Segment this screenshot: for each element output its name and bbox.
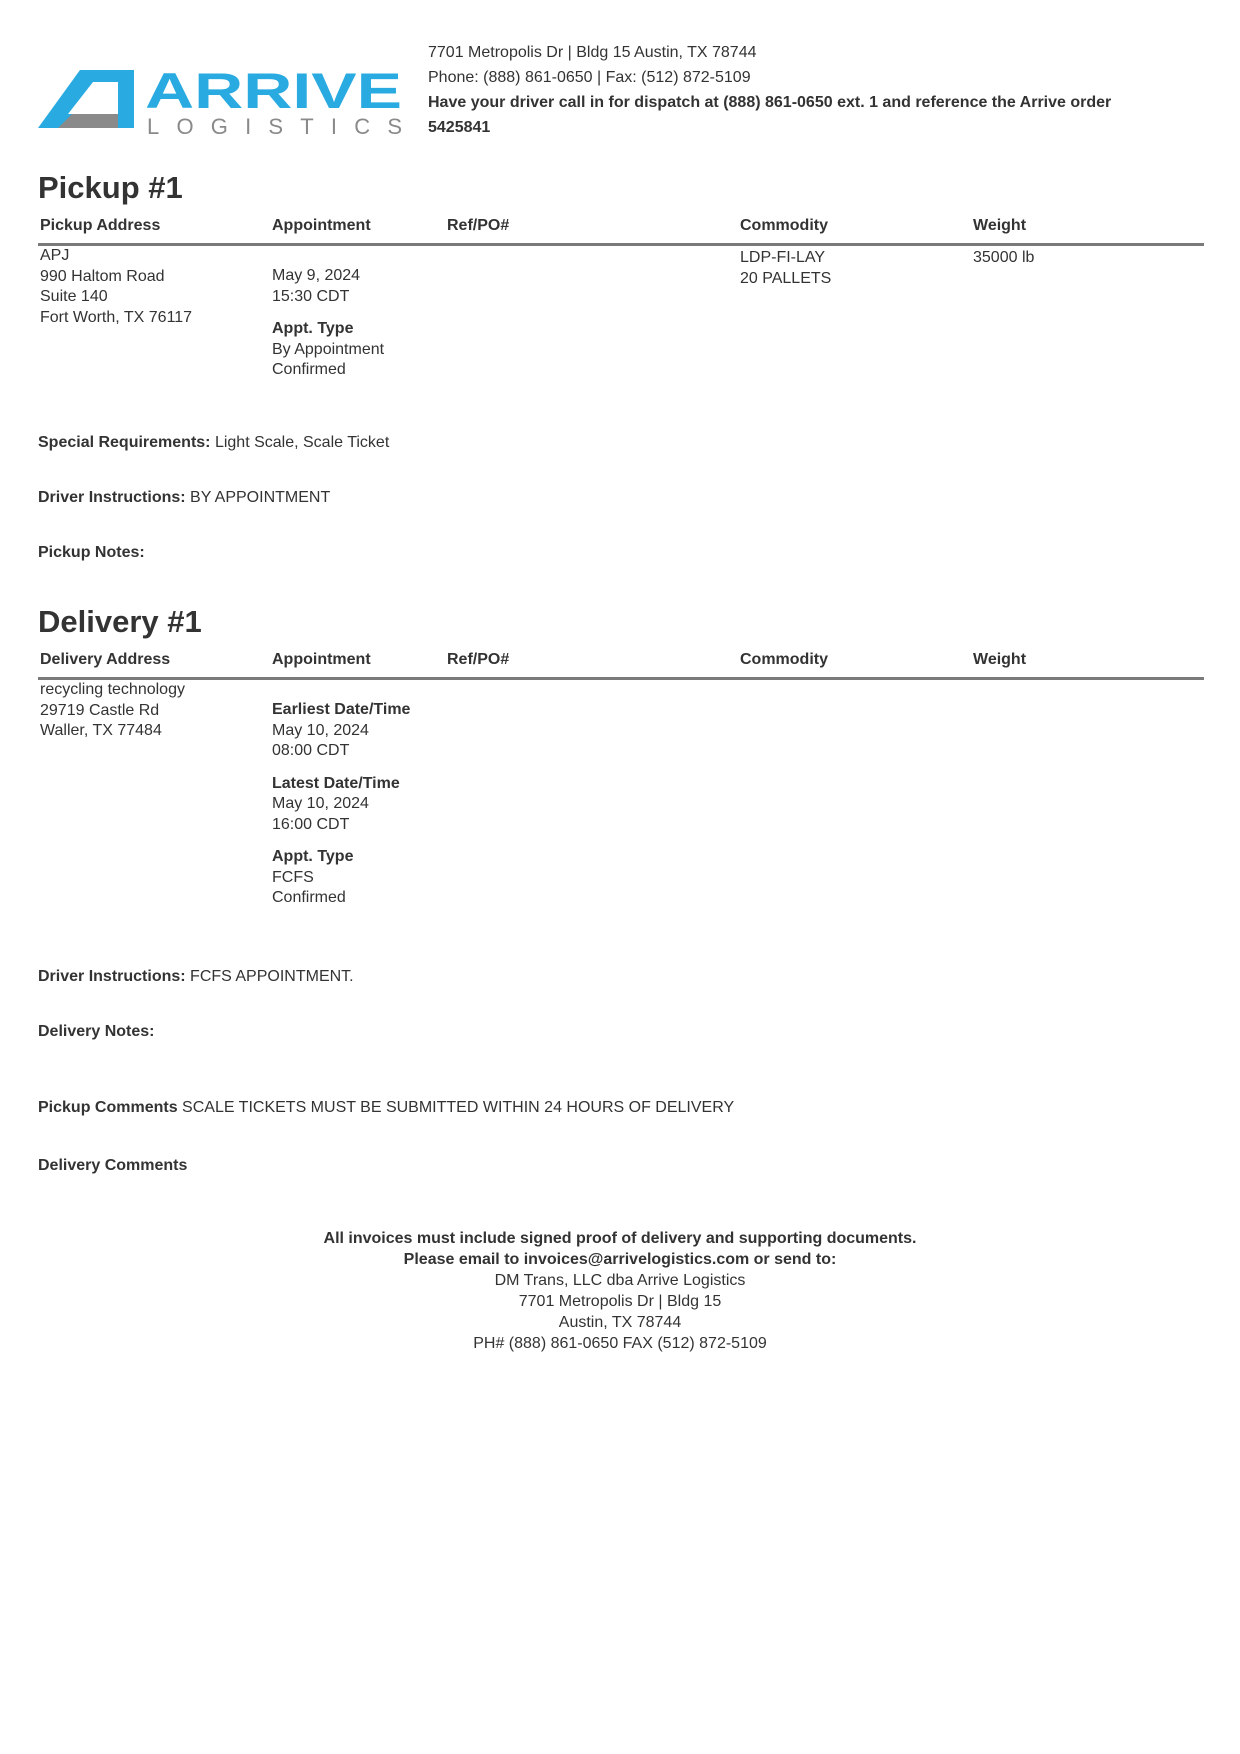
pickup-date: May 9, 2024: [272, 267, 361, 284]
earliest-time: 08:00 CDT: [272, 742, 350, 759]
pickup-weight-header: Weight: [973, 217, 1027, 234]
delivery-comments: [38, 1157, 187, 1175]
pickup-commodity-code: LDP-FI-LAY: [740, 249, 826, 266]
pickup-suite: Suite 140: [40, 288, 108, 305]
pickup-street: 990 Haltom Road: [40, 267, 165, 285]
company-phone: Phone: (888) 861-0650 | Fax: (512) 872-5109: [428, 69, 751, 86]
footer-street: 7701 Metropolis Dr | Bldg 15: [518, 1293, 722, 1310]
company-address: 7701 Metropolis Dr | Bldg 15 Austin, TX 78744: [428, 44, 757, 61]
delivery-comments-label: Delivery Comments: [38, 1157, 188, 1174]
footer-invoice-requirement: All invoices must include signed proof of delivery and supporting documents.: [323, 1230, 917, 1247]
delivery-title: Delivery #1: [38, 604, 202, 639]
pickup-city: Fort Worth, TX 76117: [40, 308, 193, 326]
delivery-notes: [38, 1023, 155, 1041]
pickup-comments-value: SCALE TICKETS MUST BE SUBMITTED WITHIN 24 HOURS OF DELIVERY: [182, 1099, 735, 1116]
pickup-appointment: [272, 266, 384, 381]
footer-email-line: Please email to invoices@arrivelogistics.com or send to:: [403, 1251, 837, 1268]
pickup-appt-status: Confirmed: [272, 361, 346, 378]
delivery-commodity-header: Commodity: [740, 651, 828, 668]
footer-phone-fax: PH# (888) 861-0650 FAX (512) 872-5109: [473, 1335, 767, 1352]
earliest-date: May 10, 2024: [272, 721, 369, 739]
delivery-driver-instructions: [38, 968, 354, 986]
pickup-commodity-header: Commodity: [740, 217, 828, 234]
delivery-appointment-header: Appointment: [272, 651, 371, 668]
pickup-table-header: [38, 217, 1204, 246]
pickup-weight-value: 35000 lb: [973, 249, 1035, 266]
pickup-special-requirements: [38, 434, 389, 452]
delivery-address-header: Delivery Address: [40, 651, 171, 668]
special-requirements-value: Light Scale, Scale Ticket: [214, 434, 390, 451]
pickup-address-header: Pickup Address: [40, 217, 161, 234]
pickup-driver-instructions-label: Driver Instructions:: [38, 489, 186, 506]
delivery-appt-type-label: Appt. Type: [272, 848, 354, 865]
pickup-title: Pickup #1: [38, 170, 183, 205]
dispatch-instructions: Have your driver call in for dispatch at (888) 861-0650 ext. 1 and reference the Arrive order: [428, 94, 1112, 111]
pickup-notes: [38, 544, 145, 562]
pickup-comments: [38, 1099, 734, 1117]
pickup-commodity: [740, 248, 831, 289]
delivery-appt-type: FCFS: [272, 868, 314, 886]
latest-time: 16:00 CDT: [272, 815, 350, 833]
order-number: 5425841: [428, 119, 491, 136]
pickup-time: 15:30 CDT: [272, 287, 350, 305]
delivery-city: Waller, TX 77484: [40, 722, 162, 739]
delivery-ref-header: Ref/PO#: [447, 651, 510, 668]
delivery-company: recycling technology: [40, 681, 185, 698]
footer-city: Austin, TX 78744: [558, 1314, 682, 1331]
delivery-address: [40, 680, 185, 742]
pickup-comments-label: Pickup Comments: [38, 1099, 178, 1116]
pickup-appt-type: By Appointment: [272, 340, 385, 358]
pickup-address: [40, 246, 192, 328]
pickup-driver-instructions-value: BY APPOINTMENT: [190, 489, 331, 506]
logo-word-logistics: LOGISTICS: [147, 114, 402, 138]
latest-date: May 10, 2024: [272, 795, 369, 812]
invoice-footer: [0, 1228, 1240, 1354]
delivery-notes-label: Delivery Notes:: [38, 1023, 155, 1040]
company-header: [428, 40, 1148, 140]
delivery-driver-instructions-label: Driver Instructions:: [38, 968, 186, 985]
pickup-ref-header: Ref/PO#: [447, 217, 510, 234]
pickup-appt-type-label: Appt. Type: [272, 320, 354, 337]
pickup-weight: [973, 248, 1034, 269]
special-requirements-label: Special Requirements:: [38, 434, 211, 451]
delivery-driver-instructions-value: FCFS APPOINTMENT.: [190, 968, 354, 985]
pickup-appointment-header: Appointment: [272, 217, 371, 234]
earliest-label: Earliest Date/Time: [272, 701, 411, 718]
logo-word-arrive: ARRIVE: [145, 66, 402, 119]
delivery-street: 29719 Castle Rd: [40, 701, 160, 719]
pickup-notes-label: Pickup Notes:: [38, 544, 145, 561]
delivery-weight-header: Weight: [973, 651, 1027, 668]
delivery-appt-status: Confirmed: [272, 889, 346, 906]
delivery-appointment: [272, 700, 410, 909]
latest-label: Latest Date/Time: [272, 774, 400, 792]
pickup-company: APJ: [40, 247, 70, 264]
pickup-commodity-qty: 20 PALLETS: [740, 269, 832, 287]
arrive-logistics-logo: [38, 66, 408, 138]
delivery-table-header: [38, 651, 1204, 680]
pickup-driver-instructions: [38, 489, 330, 507]
footer-company: DM Trans, LLC dba Arrive Logistics: [494, 1272, 746, 1289]
